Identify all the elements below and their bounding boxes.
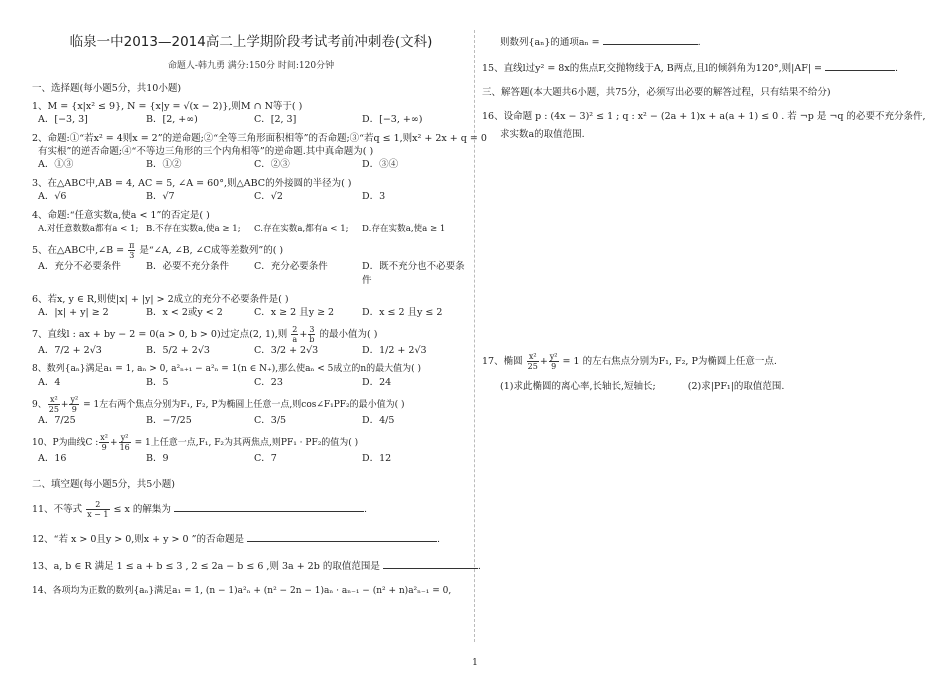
answer-blank-14[interactable] — [603, 34, 698, 45]
question-1: 1、M = {x|x² ≤ 9}, N = {x|y = √(x − 2)},则M ∩ N等于( ) — [32, 101, 303, 112]
question-15-text: 15、直线l过y² = 8x的焦点F,交抛物线于A, B两点,且l的倾斜角为120°,则|AF| = — [482, 63, 823, 74]
answer-blank-13[interactable] — [383, 558, 478, 569]
fraction-x2-over-25: $\frac{\text{x²}}{25}$ — [527, 352, 538, 371]
question-5-pre: 5、在△ABC中,∠B = — [32, 245, 125, 256]
option-c: C．②③ — [254, 159, 290, 170]
question-5-options — [38, 260, 470, 288]
option-a: A．√6 — [38, 191, 67, 202]
fraction-y2-over-16: $\frac{\text{y²}}{16}$ — [119, 433, 130, 452]
option-d: D．3 — [362, 191, 386, 202]
option-c: C．√2 — [254, 191, 283, 202]
section3-heading: 三、解答题(本大题共6小题，共75分，必须写出必要的解答过程，只有结果不给分) — [482, 87, 831, 98]
option-c: C．x ≥ 2 且y ≥ 2 — [254, 307, 335, 318]
fraction-2-over-x-1: $\frac{2}{x - 1}$ — [87, 500, 109, 519]
option-a: A．7/2 + 2√3 — [38, 345, 102, 356]
option-d: D．既不充分也不必要条件 — [362, 261, 465, 286]
option-b: B．5 — [146, 377, 169, 388]
option-b: B．9 — [146, 453, 169, 464]
option-a: A．①③ — [38, 159, 74, 170]
question-16-cont: 求实数a的取值范围. — [500, 129, 585, 140]
question-9: 9、 $\frac{\text{x²}}{25}$ + $\frac{\text{y²}}{9}$ = 1左右两个焦点分别为F₁, F₂, P为椭圆上任意一点,则cos∠F₁PF₂的最小值为( ) — [32, 395, 405, 414]
option-c: C．3/5 — [254, 415, 287, 426]
question-7-pre: 7、直线l : ax + by − 2 = 0(a > 0, b > 0)过定点(2, 1),则 — [32, 329, 288, 340]
question-14-cont: 则数列{aₙ}的通项aₙ = . — [500, 34, 922, 50]
question-8-options — [38, 376, 470, 390]
fraction-2-over-a: $\frac{2}{a}$ — [292, 325, 298, 344]
question-7-post: 的最小值为( ) — [319, 329, 378, 340]
option-d: D.存在实数a,使a ≥ 1 — [362, 224, 446, 234]
section1-heading: 一、选择题(每小题5分，共10小题) — [32, 83, 182, 94]
question-10: 10、P为曲线C : $\frac{\text{x²}}{9}$ + $\frac{\text{y²}}{16}$ = 1上任意一点,F₁, F₂为其两焦点,则PF₁ · PF₂的值为( ) — [32, 433, 359, 452]
question-2-cont: 有实根”的逆否命题;④“不等边三角形的三个内角相等”的逆命题.其中真命题为( ) — [38, 146, 374, 157]
question-5 — [32, 241, 470, 260]
option-a: A．|x| + y| ≥ 2 — [38, 307, 109, 318]
question-9-post: = 1左右两个焦点分别为F₁, F₂, P为椭圆上任意一点,则cos∠F₁PF₂的最小值为( ) — [83, 400, 405, 410]
question-1-options — [38, 113, 470, 127]
option-d: D．24 — [362, 377, 392, 388]
option-b: B．√7 — [146, 191, 175, 202]
question-11-post: ≤ x 的解集为 — [113, 504, 171, 515]
option-a: A．4 — [38, 377, 61, 388]
question-14: 14、各项均为正数的数列{aₙ}满足a₁ = 1, (n − 1)a²ₙ + (n² − 2n − 1)aₙ · aₙ₋₁ − (n² + n)a²ₙ₋₁ = 0, — [32, 586, 452, 596]
question-15: 15、直线l过y² = 8x的焦点F,交抛物线于A, B两点,且l的倾斜角为120°,则|AF| = . — [482, 60, 922, 76]
question-3-options — [38, 190, 470, 204]
question-8: 8、数列{aₙ}满足a₁ = 1, aₙ > 0, a²ₙ₊₁ − a²ₙ = 1(n ∈ N₊),那么使aₙ < 5成立的n的最大值为( ) — [32, 364, 422, 374]
option-d: D．x ≤ 2 且y ≤ 2 — [362, 307, 443, 318]
question-2-options — [38, 158, 470, 172]
option-a: A．16 — [38, 453, 67, 464]
option-d: D．1/2 + 2√3 — [362, 345, 427, 356]
option-b: B．[2, +∞) — [146, 114, 198, 125]
question-6-options — [38, 306, 470, 320]
question-17: 17、椭圆 $\frac{\text{x²}}{25}$ + $\frac{\text{y²}}{9}$ = 1 的左右焦点分别为F₁, F₂, P为椭圆上任意一点. — [482, 352, 777, 371]
answer-blank-12[interactable] — [247, 531, 437, 542]
fraction-3-over-b: $\frac{3}{b}$ — [309, 325, 315, 344]
option-a: A.对任意数数a都有a < 1; — [38, 224, 139, 234]
question-17-parts — [500, 380, 784, 394]
question-10-options — [38, 452, 470, 466]
option-a: A．7/25 — [38, 415, 76, 426]
fraction-x2-over-9: $\frac{\text{x²}}{9}$ — [100, 433, 109, 452]
right-column — [482, 34, 926, 392]
option-d: D．[−3, +∞) — [362, 114, 423, 125]
question-7: 7、直线l : ax + by − 2 = 0(a > 0, b > 0)过定点(2, 1),则 $\frac{2}{a}$ + $\frac{3}{b}$ 的最小值为( ) — [32, 325, 378, 344]
option-c: C．3/2 + 2√3 — [254, 345, 319, 356]
left-column — [32, 34, 487, 598]
option-c: C．充分必要条件 — [254, 261, 328, 272]
question-12-text: 12、“若 x > 0且y > 0,则x + y > 0 ”的否命题是 — [32, 534, 244, 545]
question-4-options — [38, 222, 470, 236]
question-17-post: = 1 的左右焦点分别为F₁, F₂, P为椭圆上任意一点. — [562, 356, 777, 367]
option-d: D．③④ — [362, 159, 399, 170]
page-number: 1 — [472, 658, 478, 668]
question-10-post: = 1上任意一点,F₁, F₂为其两焦点,则PF₁ · PF₂的值为( ) — [134, 438, 359, 448]
option-c: C．[2, 3] — [254, 114, 297, 125]
answer-blank-15[interactable] — [825, 60, 895, 71]
option-b: B．−7/25 — [146, 415, 192, 426]
fraction-y2-over-9: $\frac{\text{y²}}{9}$ — [549, 352, 558, 371]
exam-meta: 命题人-韩九勇 满分:150分 时间:120分钟 — [167, 61, 335, 71]
option-c: C．23 — [254, 377, 283, 388]
question-12: 12、“若 x > 0且y > 0,则x + y > 0 ”的否命题是 . — [32, 531, 470, 546]
option-b: B．x < 2或y < 2 — [146, 307, 223, 318]
answer-blank-11[interactable] — [174, 501, 364, 512]
question-4: 4、命题:“任意实数a,使a < 1”的否定是( ) — [32, 210, 210, 221]
exam-title: 临泉一中2013—2014高二上学期阶段考试考前冲刺卷(文科) — [69, 34, 433, 50]
question-11-pre: 11、不等式 — [32, 504, 83, 515]
option-a: A．[−3, 3] — [38, 114, 88, 125]
question-13-text: 13、a, b ∈ R 满足 1 ≤ a + b ≤ 3 , 2 ≤ 2a − b ≤ 6 ,则 3a + 2b 的取值范围是 — [32, 561, 380, 572]
option-a: A．充分不必要条件 — [38, 261, 121, 272]
option-b: B．5/2 + 2√3 — [146, 345, 210, 356]
option-c: C．7 — [254, 453, 277, 464]
section2-heading: 二、填空题(每小题5分，共5小题) — [32, 479, 176, 490]
fraction-y2-over-9: $\frac{\text{y²}}{9}$ — [70, 395, 79, 414]
fraction-pi-over-3: $\frac{\pi}{3}$ — [129, 241, 135, 260]
option-d: D．12 — [362, 453, 392, 464]
question-9-options — [38, 414, 470, 428]
question-17-pre: 17、椭圆 — [482, 356, 523, 367]
question-16: 16、设命题 p : (4x − 3)² ≤ 1 ; q : x² − (2a + 1)x + a(a + 1) ≤ 0 . 若 ¬p 是 ¬q 的必要不充分条件, — [482, 111, 926, 122]
question-7-options — [38, 344, 470, 358]
question-9-pre: 9、 — [32, 400, 47, 410]
option-d: D．4/5 — [362, 415, 395, 426]
option-b: B．必要不充分条件 — [146, 261, 229, 272]
question-13: 13、a, b ∈ R 满足 1 ≤ a + b ≤ 3 , 2 ≤ 2a − b ≤ 6 ,则 3a + 2b 的取值范围是 . — [32, 558, 470, 573]
option-b: B．①② — [146, 159, 182, 170]
column-divider — [474, 30, 475, 642]
option-b: B.不存在实数a,使a ≥ 1; — [146, 224, 241, 234]
question-3: 3、在△ABC中,AB = 4, AC = 5, ∠A = 60°,则△ABC的外接圆的半径为( ) — [32, 178, 352, 189]
question-17-part-1: (1)求此椭圆的离心率,长轴长,短轴长; — [500, 381, 656, 392]
question-17-part-2: (2)求|PF₁|的取值范围. — [687, 381, 785, 392]
option-c: C.存在实数a,都有a < 1; — [254, 224, 349, 234]
question-2: 2、命题:①“若x² = 4则x = 2”的逆命题;②“全等三角形面积相等”的否命题;③“若q ≤ 1,则x² + 2x + q = 0 — [32, 133, 487, 144]
question-14-cont-text: 则数列{aₙ}的通项aₙ = — [500, 37, 600, 48]
question-6: 6、若x, y ∈ R,则使|x| + |y| > 2成立的充分不必要条件是( ) — [32, 294, 289, 305]
question-11: 11、不等式 $\frac{2}{x - 1}$ ≤ x 的解集为 . — [32, 500, 367, 519]
question-10-pre: 10、P为曲线C : — [32, 438, 99, 448]
fraction-x2-over-25: $\frac{\text{x²}}{25}$ — [48, 395, 59, 414]
question-5-post: 是“∠A, ∠B, ∠C成等差数列”的( ) — [139, 245, 284, 256]
